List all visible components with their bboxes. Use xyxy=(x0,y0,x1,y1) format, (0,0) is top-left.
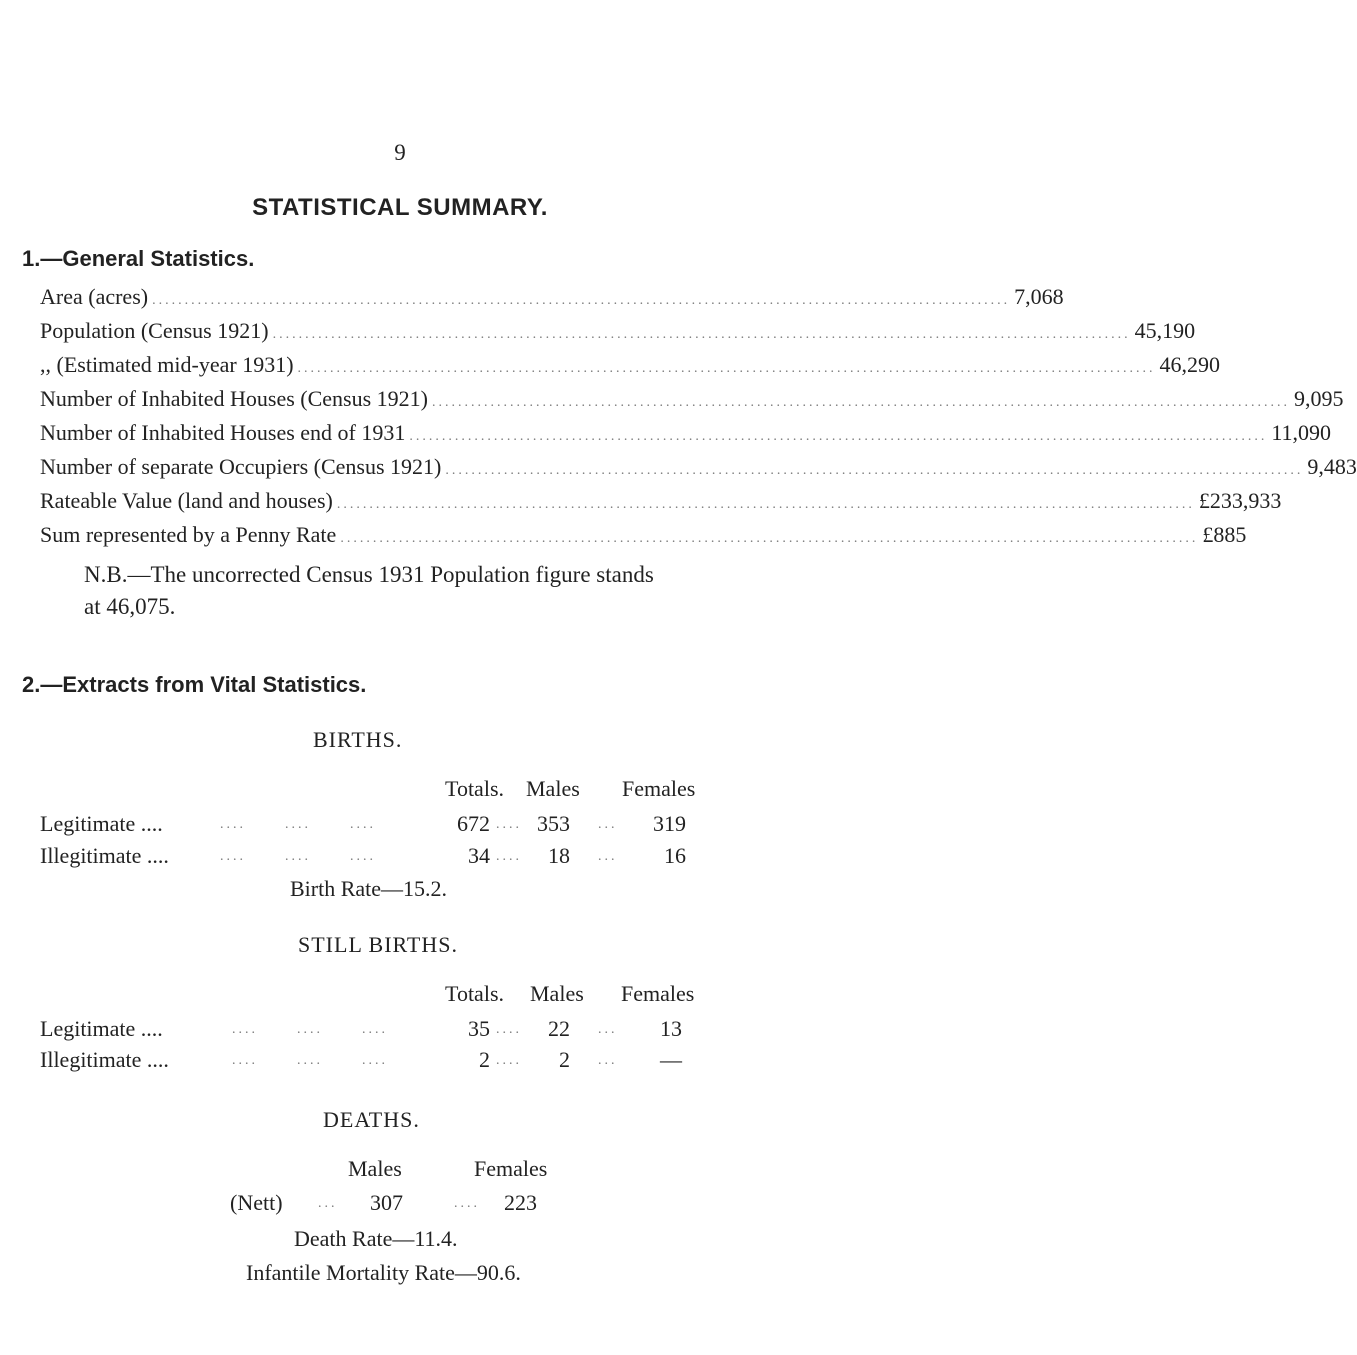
stat-value: 45,190 xyxy=(1134,318,1196,343)
births-heading: BIRTHS. xyxy=(313,727,403,752)
page-number: 9 xyxy=(394,140,406,165)
still-births-col-females: Females xyxy=(621,981,695,1006)
stat-value: £885 xyxy=(1202,522,1247,547)
stat-value: 9,483 xyxy=(1307,454,1357,479)
stat-label: Rateable Value (land and houses) xyxy=(40,488,333,513)
dot-leader: .... xyxy=(496,1053,522,1068)
deaths-col-males: Males xyxy=(348,1156,402,1181)
dot-leader: .... .... .... xyxy=(232,1053,388,1068)
note-line-1: N.B.—The uncorrected Census 1931 Population figure stands xyxy=(84,562,654,587)
dot-leader: .................................................................................................................................... xyxy=(297,361,1156,376)
dot-leader: .................................................................................................................................... xyxy=(445,463,1304,478)
dot-leader: ... xyxy=(598,849,618,864)
births-total: 34 xyxy=(468,843,490,868)
births-females: 16 xyxy=(664,843,686,868)
dot-leader: .... xyxy=(454,1196,480,1211)
stat-value: £233,933 xyxy=(1198,488,1282,513)
dot-leader: .... xyxy=(496,849,522,864)
stat-value: 7,068 xyxy=(1014,284,1064,309)
dot-leader: ... xyxy=(318,1196,338,1211)
infantile-mortality-rate: Infantile Mortality Rate—90.6. xyxy=(246,1260,521,1285)
dot-leader: .... .... .... xyxy=(220,817,376,832)
still-births-females: 13 xyxy=(660,1016,682,1041)
deaths-females: 223 xyxy=(504,1190,537,1215)
still-births-heading: STILL BIRTHS. xyxy=(298,932,458,957)
still-births-total: 2 xyxy=(479,1047,490,1072)
section-general-heading: 1.—General Statistics. xyxy=(22,246,255,271)
death-rate: Death Rate—11.4. xyxy=(294,1226,458,1251)
dot-leader: ... xyxy=(598,817,618,832)
dot-leader: .................................................................................................................................... xyxy=(272,327,1131,342)
dot-leader: ... xyxy=(598,1022,618,1037)
section-vital-heading: 2.—Extracts from Vital Statistics. xyxy=(22,672,367,697)
births-males: 353 xyxy=(537,811,570,836)
births-total: 672 xyxy=(457,811,490,836)
stat-value: 9,095 xyxy=(1294,386,1344,411)
dot-leader: .................................................................................................................................... xyxy=(409,429,1268,444)
stat-row-houses-1921 xyxy=(40,386,1344,416)
births-females: 319 xyxy=(653,811,686,836)
deaths-row-label: (Nett) xyxy=(230,1190,283,1215)
still-births-total: 35 xyxy=(468,1016,490,1041)
still-births-row-label: Legitimate .... xyxy=(40,1016,163,1041)
still-births-females: — xyxy=(660,1047,682,1072)
stat-label: Number of Inhabited Houses end of 1931 xyxy=(40,420,406,445)
still-births-males: 2 xyxy=(559,1047,570,1072)
stat-row-population-1931 xyxy=(40,352,1221,382)
dot-leader: .... .... .... xyxy=(220,849,376,864)
births-row-label: Legitimate .... xyxy=(40,811,163,836)
stat-label: Number of Inhabited Houses (Census 1921) xyxy=(40,386,428,411)
births-col-totals: Totals. xyxy=(445,776,504,801)
stat-value: 46,290 xyxy=(1159,352,1221,377)
dot-leader: .................................................................................................................................... xyxy=(432,395,1290,410)
dot-leader: .................................................................................................................................... xyxy=(152,293,1011,308)
stat-label: Sum represented by a Penny Rate xyxy=(40,522,337,547)
stat-label: ,, (Estimated mid-year 1931) xyxy=(40,352,294,377)
birth-rate: Birth Rate—15.2. xyxy=(290,876,448,901)
deaths-col-females: Females xyxy=(474,1156,548,1181)
dot-leader: .................................................................................................................................... xyxy=(340,531,1199,546)
stat-label: Number of separate Occupiers (Census 1921) xyxy=(40,454,442,479)
stat-row-rateable-value xyxy=(40,488,1282,518)
dot-leader: .... .... .... xyxy=(232,1022,388,1037)
stat-label: Population (Census 1921) xyxy=(40,318,269,343)
births-col-females: Females xyxy=(622,776,696,801)
dot-leader: .................................................................................................................................... xyxy=(336,497,1195,512)
dot-leader: .... xyxy=(496,1022,522,1037)
dot-leader: .... xyxy=(496,817,522,832)
stat-value: 11,090 xyxy=(1271,420,1332,445)
still-births-col-males: Males xyxy=(530,981,584,1006)
dot-leader: ... xyxy=(598,1053,618,1068)
births-row-label: Illegitimate .... xyxy=(40,843,169,868)
note-line-2: at 46,075. xyxy=(84,594,176,619)
still-births-row-label: Illegitimate .... xyxy=(40,1047,169,1072)
births-males: 18 xyxy=(548,843,570,868)
stat-row-penny-rate xyxy=(40,522,1247,552)
stat-row-houses-1931 xyxy=(40,420,1332,450)
deaths-males: 307 xyxy=(370,1190,403,1215)
births-col-males: Males xyxy=(526,776,580,801)
stat-label: Area (acres) xyxy=(40,284,149,309)
stat-row-area xyxy=(40,284,1064,314)
still-births-col-totals: Totals. xyxy=(445,981,504,1006)
deaths-heading: DEATHS. xyxy=(323,1107,420,1132)
stat-row-occupiers xyxy=(40,454,1357,484)
stat-row-population-1921 xyxy=(40,318,1196,348)
page-title: STATISTICAL SUMMARY. xyxy=(252,194,548,221)
still-births-males: 22 xyxy=(548,1016,570,1041)
